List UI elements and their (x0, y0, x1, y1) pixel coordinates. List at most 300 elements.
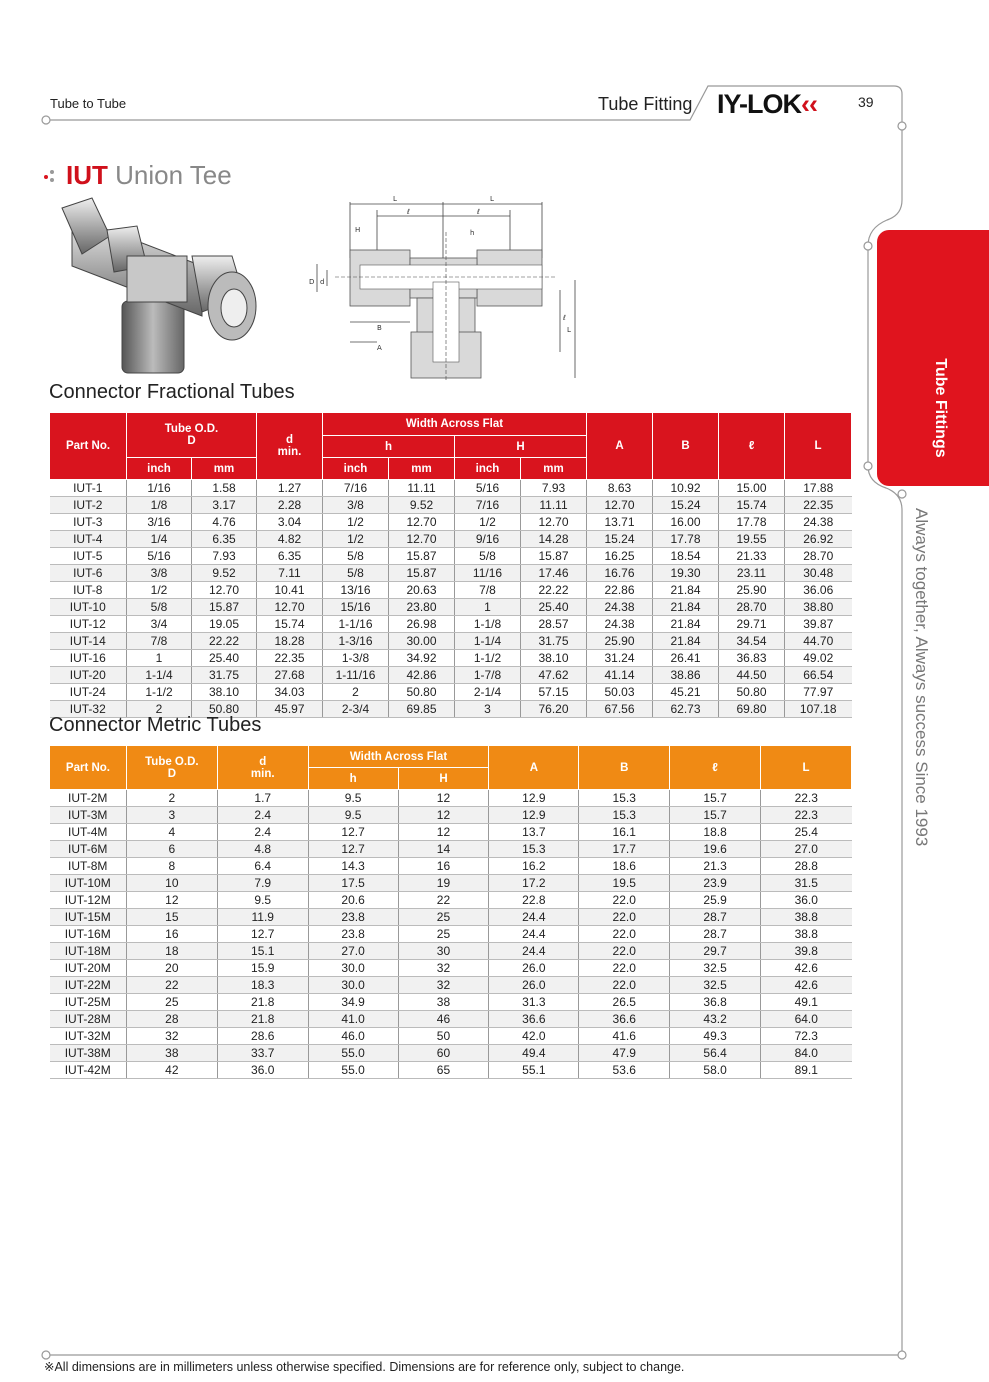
table-row (50, 599, 852, 616)
table-cell: 22.0 (579, 926, 670, 943)
table-cell: 50 (398, 1028, 489, 1045)
dim-label-B: B (377, 324, 382, 332)
table-cell: 32 (398, 960, 489, 977)
table-cell: 8.63 (587, 480, 653, 497)
fractional-title: Connector Fractional Tubes (49, 381, 295, 403)
table-cell: 22.3 (761, 790, 852, 807)
table-cell: 16.00 (653, 514, 719, 531)
table-cell: 2.4 (217, 807, 308, 824)
table-cell: 18.54 (653, 548, 719, 565)
table-cell: 23.80 (389, 599, 455, 616)
table-row (50, 650, 852, 667)
table-cell: 49.4 (489, 1045, 579, 1062)
table-cell: IUT-20M (50, 960, 127, 977)
table-cell: 31.3 (489, 994, 579, 1011)
fractional-table (49, 412, 852, 718)
col-h: h (308, 768, 398, 790)
dim-label-ell3: ℓ (563, 314, 566, 322)
table-cell: IUT-3M (50, 807, 127, 824)
table-row (50, 531, 852, 548)
table-cell: 21.3 (670, 858, 761, 875)
table-cell: 7.93 (192, 548, 257, 565)
table-cell: 2 (126, 790, 217, 807)
table-cell: 12.70 (389, 531, 455, 548)
table-cell: 22.22 (521, 582, 587, 599)
table-cell: 15/16 (323, 599, 389, 616)
table-row (50, 1062, 852, 1079)
table-cell: 55.1 (489, 1062, 579, 1079)
table-cell: 15.9 (217, 960, 308, 977)
product-title (66, 160, 232, 191)
col-tube-od-label: Tube O.D. (145, 755, 199, 768)
table-cell: 18.28 (257, 633, 323, 650)
sub-mm: mm (192, 458, 257, 480)
slogan: Always together, Always success Since 1993 (912, 508, 931, 847)
table-cell: 28.8 (761, 858, 852, 875)
table-cell: 30.00 (389, 633, 455, 650)
table-cell: 49.1 (761, 994, 852, 1011)
dim-label-h: h (470, 229, 475, 237)
table-cell: 12 (398, 824, 489, 841)
table-row (50, 667, 852, 684)
table-cell: 25.4 (761, 824, 852, 841)
table-cell: 17.5 (308, 875, 398, 892)
col-width-across-flat: Width Across Flat (323, 413, 587, 436)
table-cell: IUT-25M (50, 994, 127, 1011)
table-cell: 11.11 (389, 480, 455, 497)
table-cell: 29.7 (670, 943, 761, 960)
table-cell: 13.71 (587, 514, 653, 531)
table-cell: 41.14 (587, 667, 653, 684)
table-cell: 15.87 (521, 548, 587, 565)
table-cell: 26.0 (489, 960, 579, 977)
table-cell: 6.4 (217, 858, 308, 875)
table-cell: 66.54 (785, 667, 852, 684)
table-cell: 5/8 (127, 599, 192, 616)
table-cell: 15.87 (389, 565, 455, 582)
table-cell: 28.57 (521, 616, 587, 633)
col-d-sub: min. (250, 767, 275, 780)
table-row (50, 926, 852, 943)
col-H: H (455, 436, 587, 458)
table-cell: 24.4 (489, 943, 579, 960)
table-cell: 13.7 (489, 824, 579, 841)
table-cell: 1/2 (323, 514, 389, 531)
table-cell: 4.8 (217, 841, 308, 858)
table-cell: 42.6 (761, 977, 852, 994)
table-cell: 13/16 (323, 582, 389, 599)
table-cell: 1.27 (257, 480, 323, 497)
table-cell: 1-1/2 (127, 684, 192, 701)
brand-logo (717, 89, 817, 120)
table-cell: 46 (398, 1011, 489, 1028)
table-cell: IUT-4M (50, 824, 127, 841)
col-part-no: Part No. (50, 413, 127, 480)
table-row (50, 582, 852, 599)
table-cell: 42.86 (389, 667, 455, 684)
table-cell: 34.9 (308, 994, 398, 1011)
table-cell: 34.92 (389, 650, 455, 667)
table-cell: 6.35 (192, 531, 257, 548)
table-cell: IUT-10M (50, 875, 127, 892)
col-d (217, 746, 308, 790)
table-cell: 38 (126, 1045, 217, 1062)
table-cell: 49.3 (670, 1028, 761, 1045)
table-cell: 22.35 (257, 650, 323, 667)
table-cell: 2 (323, 684, 389, 701)
table-cell: 22.86 (587, 582, 653, 599)
table-cell: 5/8 (323, 565, 389, 582)
table-cell: 42 (126, 1062, 217, 1079)
table-cell: 9.5 (217, 892, 308, 909)
table-cell: 47.9 (579, 1045, 670, 1062)
table-row (50, 565, 852, 582)
table-cell: 56.4 (670, 1045, 761, 1062)
table-cell: 38.8 (761, 926, 852, 943)
col-d-sub: min. (277, 446, 302, 458)
table-cell: 21.33 (719, 548, 785, 565)
table-cell: 9.5 (308, 790, 398, 807)
table-cell: IUT-32M (50, 1028, 127, 1045)
table-cell: 84.0 (761, 1045, 852, 1062)
table-cell: 24.38 (587, 599, 653, 616)
table-cell: 15.1 (217, 943, 308, 960)
product-image (52, 196, 262, 376)
table-cell: 76.20 (521, 701, 587, 718)
table-cell: 17.88 (785, 480, 852, 497)
table-cell: 16.1 (579, 824, 670, 841)
table-cell: 31.24 (587, 650, 653, 667)
table-cell: 17.78 (719, 514, 785, 531)
dim-label-ell2: ℓ (477, 208, 480, 216)
table-cell: 72.3 (761, 1028, 852, 1045)
table-cell: IUT-22M (50, 977, 127, 994)
table-cell: 22.22 (192, 633, 257, 650)
table-cell: 15.7 (670, 807, 761, 824)
table-cell: 17.46 (521, 565, 587, 582)
table-cell: 38.80 (785, 599, 852, 616)
table-row (50, 1028, 852, 1045)
table-cell: 45.21 (653, 684, 719, 701)
table-row (50, 824, 852, 841)
table-cell: 50.80 (389, 684, 455, 701)
table-cell: 6.35 (257, 548, 323, 565)
table-cell: 12.70 (192, 582, 257, 599)
table-row (50, 1045, 852, 1062)
table-cell: 17.7 (579, 841, 670, 858)
table-row (50, 858, 852, 875)
table-cell: 5/16 (127, 548, 192, 565)
table-cell: 25.90 (719, 582, 785, 599)
table-cell: 50.80 (719, 684, 785, 701)
table-cell: 10.41 (257, 582, 323, 599)
table-cell: 36.6 (489, 1011, 579, 1028)
table-cell: 22 (126, 977, 217, 994)
dim-label-L1: L (393, 195, 397, 203)
table-cell: 64.0 (761, 1011, 852, 1028)
table-cell: 1/16 (127, 480, 192, 497)
col-L: L (761, 746, 852, 790)
table-cell: 42.6 (761, 960, 852, 977)
chevron-mark-icon: ‹‹ (801, 89, 817, 119)
table-cell: 32.5 (670, 977, 761, 994)
table-cell: IUT-16M (50, 926, 127, 943)
table-cell: 10.92 (653, 480, 719, 497)
table-cell: IUT-1 (50, 480, 127, 497)
table-cell: 4.82 (257, 531, 323, 548)
table-cell: 15.00 (719, 480, 785, 497)
table-cell: 21.84 (653, 582, 719, 599)
table-cell: 21.8 (217, 994, 308, 1011)
table-cell: 18.8 (670, 824, 761, 841)
table-row (50, 841, 852, 858)
table-cell: 28.6 (217, 1028, 308, 1045)
table-cell: 1-11/16 (323, 667, 389, 684)
table-cell: 3/4 (127, 616, 192, 633)
table-cell: 2 (127, 701, 192, 718)
table-row (50, 977, 852, 994)
table-cell: 46.0 (308, 1028, 398, 1045)
table-cell: 12.9 (489, 807, 579, 824)
table-cell: 1/2 (323, 531, 389, 548)
table-cell: 53.6 (579, 1062, 670, 1079)
col-d-label: d (259, 755, 267, 768)
metric-table-body (50, 790, 852, 1079)
table-cell: 22.3 (761, 807, 852, 824)
table-cell: 9.5 (308, 807, 398, 824)
table-cell: 15.87 (192, 599, 257, 616)
table-cell: 22.8 (489, 892, 579, 909)
table-cell: 57.15 (521, 684, 587, 701)
table-cell: 1/2 (455, 514, 521, 531)
table-cell: 28.70 (785, 548, 852, 565)
table-cell: 11.9 (217, 909, 308, 926)
sub-inch: inch (455, 458, 521, 480)
dim-label-L3: L (567, 326, 571, 334)
table-cell: IUT-2 (50, 497, 127, 514)
table-cell: 55.0 (308, 1062, 398, 1079)
col-B: B (579, 746, 670, 790)
table-cell: 44.70 (785, 633, 852, 650)
table-row (50, 514, 852, 531)
bullet-dots-icon (44, 170, 58, 184)
table-cell: 23.8 (308, 909, 398, 926)
table-cell: 36.0 (761, 892, 852, 909)
table-cell: 36.0 (217, 1062, 308, 1079)
table-cell: 19.30 (653, 565, 719, 582)
table-cell: 30 (398, 943, 489, 960)
table-cell: 9.52 (389, 497, 455, 514)
footnote: ※All dimensions are in millimeters unless otherwise specified. Dimensions are for reference only, subject to change. (44, 1360, 685, 1374)
table-cell: 60 (398, 1045, 489, 1062)
table-cell: 38 (398, 994, 489, 1011)
table-row (50, 960, 852, 977)
table-cell: 4.76 (192, 514, 257, 531)
table-cell: 28 (126, 1011, 217, 1028)
table-cell: 31.5 (761, 875, 852, 892)
table-cell: IUT-8M (50, 858, 127, 875)
table-cell: 41.0 (308, 1011, 398, 1028)
table-cell: 1.58 (192, 480, 257, 497)
table-cell: 28.7 (670, 926, 761, 943)
table-cell: 24.4 (489, 926, 579, 943)
table-cell: 27.0 (308, 943, 398, 960)
table-cell: 6 (126, 841, 217, 858)
table-cell: 20.6 (308, 892, 398, 909)
col-H: H (398, 768, 489, 790)
col-A: A (587, 413, 653, 480)
table-row (50, 807, 852, 824)
table-cell: 16.2 (489, 858, 579, 875)
dim-label-d: d (320, 278, 325, 286)
table-cell: 1/8 (127, 497, 192, 514)
table-cell: 22 (398, 892, 489, 909)
table-row (50, 497, 852, 514)
table-cell: 30.48 (785, 565, 852, 582)
table-cell: 7/16 (323, 480, 389, 497)
table-cell: 58.0 (670, 1062, 761, 1079)
table-cell: 1-3/8 (323, 650, 389, 667)
table-cell: 12.9 (489, 790, 579, 807)
col-d-label: d (285, 434, 294, 446)
technical-drawing (305, 192, 585, 384)
col-B: B (653, 413, 719, 480)
table-cell: 16.25 (587, 548, 653, 565)
col-tube-od-sub: D (167, 767, 176, 780)
table-cell: 36.8 (670, 994, 761, 1011)
table-cell: 14.28 (521, 531, 587, 548)
table-cell: 25 (126, 994, 217, 1011)
table-cell: 32 (398, 977, 489, 994)
table-cell: 18.3 (217, 977, 308, 994)
table-cell: 28.70 (719, 599, 785, 616)
table-cell: 3/16 (127, 514, 192, 531)
table-cell: 3.17 (192, 497, 257, 514)
table-cell: 1/4 (127, 531, 192, 548)
table-cell: 32.5 (670, 960, 761, 977)
table-cell: 19.6 (670, 841, 761, 858)
table-cell: 14 (398, 841, 489, 858)
table-cell: 25 (398, 926, 489, 943)
table-cell: 23.9 (670, 875, 761, 892)
table-cell: 18 (126, 943, 217, 960)
table-cell: 67.56 (587, 701, 653, 718)
col-tube-od (127, 413, 257, 458)
table-cell: IUT-12 (50, 616, 127, 633)
table-cell: 15.24 (587, 531, 653, 548)
col-A: A (489, 746, 579, 790)
table-cell: 2-1/4 (455, 684, 521, 701)
fractional-table-body (50, 480, 852, 718)
table-cell: 9/16 (455, 531, 521, 548)
table-cell: IUT-24 (50, 684, 127, 701)
table-cell: 17.78 (653, 531, 719, 548)
table-cell: 3 (455, 701, 521, 718)
side-tab-label: Tube Fittings (932, 358, 949, 458)
table-cell: 39.87 (785, 616, 852, 633)
table-cell: 10 (126, 875, 217, 892)
table-cell: 43.2 (670, 1011, 761, 1028)
table-cell: 21.84 (653, 599, 719, 616)
table-cell: 44.50 (719, 667, 785, 684)
table-cell: 3/8 (323, 497, 389, 514)
sub-inch: inch (127, 458, 192, 480)
table-cell: 2.4 (217, 824, 308, 841)
table-cell: IUT-3 (50, 514, 127, 531)
table-cell: 26.98 (389, 616, 455, 633)
table-cell: 22.35 (785, 497, 852, 514)
page-number: 39 (858, 94, 874, 110)
table-cell: 36.06 (785, 582, 852, 599)
table-cell: 11/16 (455, 565, 521, 582)
table-cell: 1-1/16 (323, 616, 389, 633)
table-cell: 39.8 (761, 943, 852, 960)
table-cell: 19 (398, 875, 489, 892)
table-cell: 15.24 (653, 497, 719, 514)
table-cell: 16 (126, 926, 217, 943)
table-cell: 26.41 (653, 650, 719, 667)
table-cell: 2-3/4 (323, 701, 389, 718)
table-cell: 7.11 (257, 565, 323, 582)
table-cell: 41.6 (579, 1028, 670, 1045)
table-cell: 27.68 (257, 667, 323, 684)
table-cell: 5/8 (323, 548, 389, 565)
table-cell: 15.3 (579, 790, 670, 807)
table-row (50, 616, 852, 633)
table-cell: 22.0 (579, 960, 670, 977)
table-cell: 24.38 (785, 514, 852, 531)
table-cell: 22.0 (579, 892, 670, 909)
table-cell: 12.70 (587, 497, 653, 514)
table-cell: 25 (398, 909, 489, 926)
table-cell: IUT-32 (50, 701, 127, 718)
table-cell: 15 (126, 909, 217, 926)
table-cell: 27.0 (761, 841, 852, 858)
table-row (50, 480, 852, 497)
table-cell: 24.38 (587, 616, 653, 633)
table-cell: 1-3/16 (323, 633, 389, 650)
table-cell: 34.03 (257, 684, 323, 701)
col-L: L (785, 413, 852, 480)
table-row (50, 548, 852, 565)
table-cell: IUT-15M (50, 909, 127, 926)
table-cell: 1-7/8 (455, 667, 521, 684)
table-cell: 38.10 (521, 650, 587, 667)
table-cell: 12.7 (308, 824, 398, 841)
table-cell: 31.75 (192, 667, 257, 684)
table-cell: 62.73 (653, 701, 719, 718)
table-cell: IUT-42M (50, 1062, 127, 1079)
table-cell: 26.92 (785, 531, 852, 548)
table-row (50, 892, 852, 909)
table-cell: 16.76 (587, 565, 653, 582)
table-cell: IUT-10 (50, 599, 127, 616)
table-cell: 32 (126, 1028, 217, 1045)
table-cell: 12.70 (257, 599, 323, 616)
table-cell: 22.0 (579, 977, 670, 994)
table-cell: 14.3 (308, 858, 398, 875)
table-cell: 20.63 (389, 582, 455, 599)
table-row (50, 684, 852, 701)
metric-title: Connector Metric Tubes (49, 714, 262, 736)
table-cell: 1-1/8 (455, 616, 521, 633)
table-cell: IUT-28M (50, 1011, 127, 1028)
col-ell: ℓ (719, 413, 785, 480)
dim-label-ell1: ℓ (407, 208, 410, 216)
table-row (50, 909, 852, 926)
table-cell: IUT-4 (50, 531, 127, 548)
table-cell: 107.18 (785, 701, 852, 718)
